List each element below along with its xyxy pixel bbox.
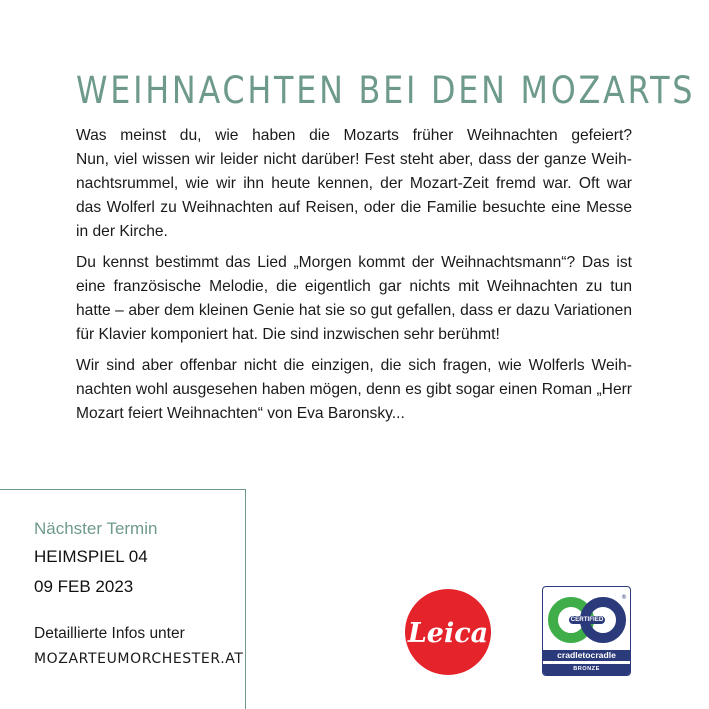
text-line: eine französische Melodie, die eigentlich gar nichts mit Weihnachten zu tun: [76, 278, 632, 295]
text-line: Nun, viel wissen wir leider nicht darüber! Fest steht aber, dass der ganze Weih-: [76, 151, 632, 168]
article-body: [76, 124, 632, 433]
text-line: Was meinst du, wie haben die Mozarts früher Weihnachten gefeiert?: [76, 127, 632, 144]
text-line: in der Kirche.: [76, 223, 168, 240]
c2c-certified-label: CERTIFIED: [570, 616, 604, 623]
info-text: Detaillierte Infos unter: [34, 625, 185, 642]
text-line: nachten wohl ausgesehen haben mögen, denn es gibt sogar einen Roman „Herr: [76, 381, 632, 398]
c2c-name-label: cradletocradle: [543, 650, 630, 661]
page-title: WEIHNACHTEN BEI DEN MOZARTS: [76, 69, 696, 112]
event-name: HEIMSPIEL 04: [34, 547, 148, 566]
registered-mark: ®: [621, 594, 627, 601]
text-line: für Klavier komponiert hat. Die sind inzwischen sehr berühmt!: [76, 326, 500, 343]
termin-frame-top-border: [0, 489, 246, 490]
c2c-mark-icon: [543, 587, 631, 676]
paragraph-3: [76, 354, 632, 426]
text-line: Mozart feiert Weihnachten“ von Eva Baronsky...: [76, 405, 405, 422]
termin-frame-right-border: [245, 489, 246, 709]
leica-logo-text: Leica: [407, 618, 489, 649]
text-line: nachtsrummel, wie wir ihn heute kennen, der Mozart-Zeit fremd war. Oft war: [76, 175, 632, 192]
text-line: das Wolferl zu Weihnachten auf Reisen, oder die Familie besuchte eine Messe: [76, 199, 632, 216]
leica-logo: [404, 588, 492, 676]
text-line: hatte – aber dem kleinen Genie hat sie so gut gefallen, dass er dazu Variationen: [76, 302, 632, 319]
paragraph-2: [76, 251, 632, 347]
paragraph-1: [76, 124, 632, 244]
text-line: Wir sind aber offenbar nicht die einzigen, die sich fragen, wie Wolferls Weih-: [76, 357, 632, 374]
c2c-level-label: BRONZE: [543, 664, 630, 675]
text-line: Du kennst bestimmt das Lied „Morgen kommt der Weihnachtsmann“? Das ist: [76, 254, 632, 271]
event-date: 09 FEB 2023: [34, 577, 134, 596]
cradle-to-cradle-certified-logo: [542, 586, 631, 676]
website-link[interactable]: MOZARTEUMORCHESTER.AT: [34, 651, 244, 667]
next-date-heading: Nächster Termin: [34, 519, 158, 538]
